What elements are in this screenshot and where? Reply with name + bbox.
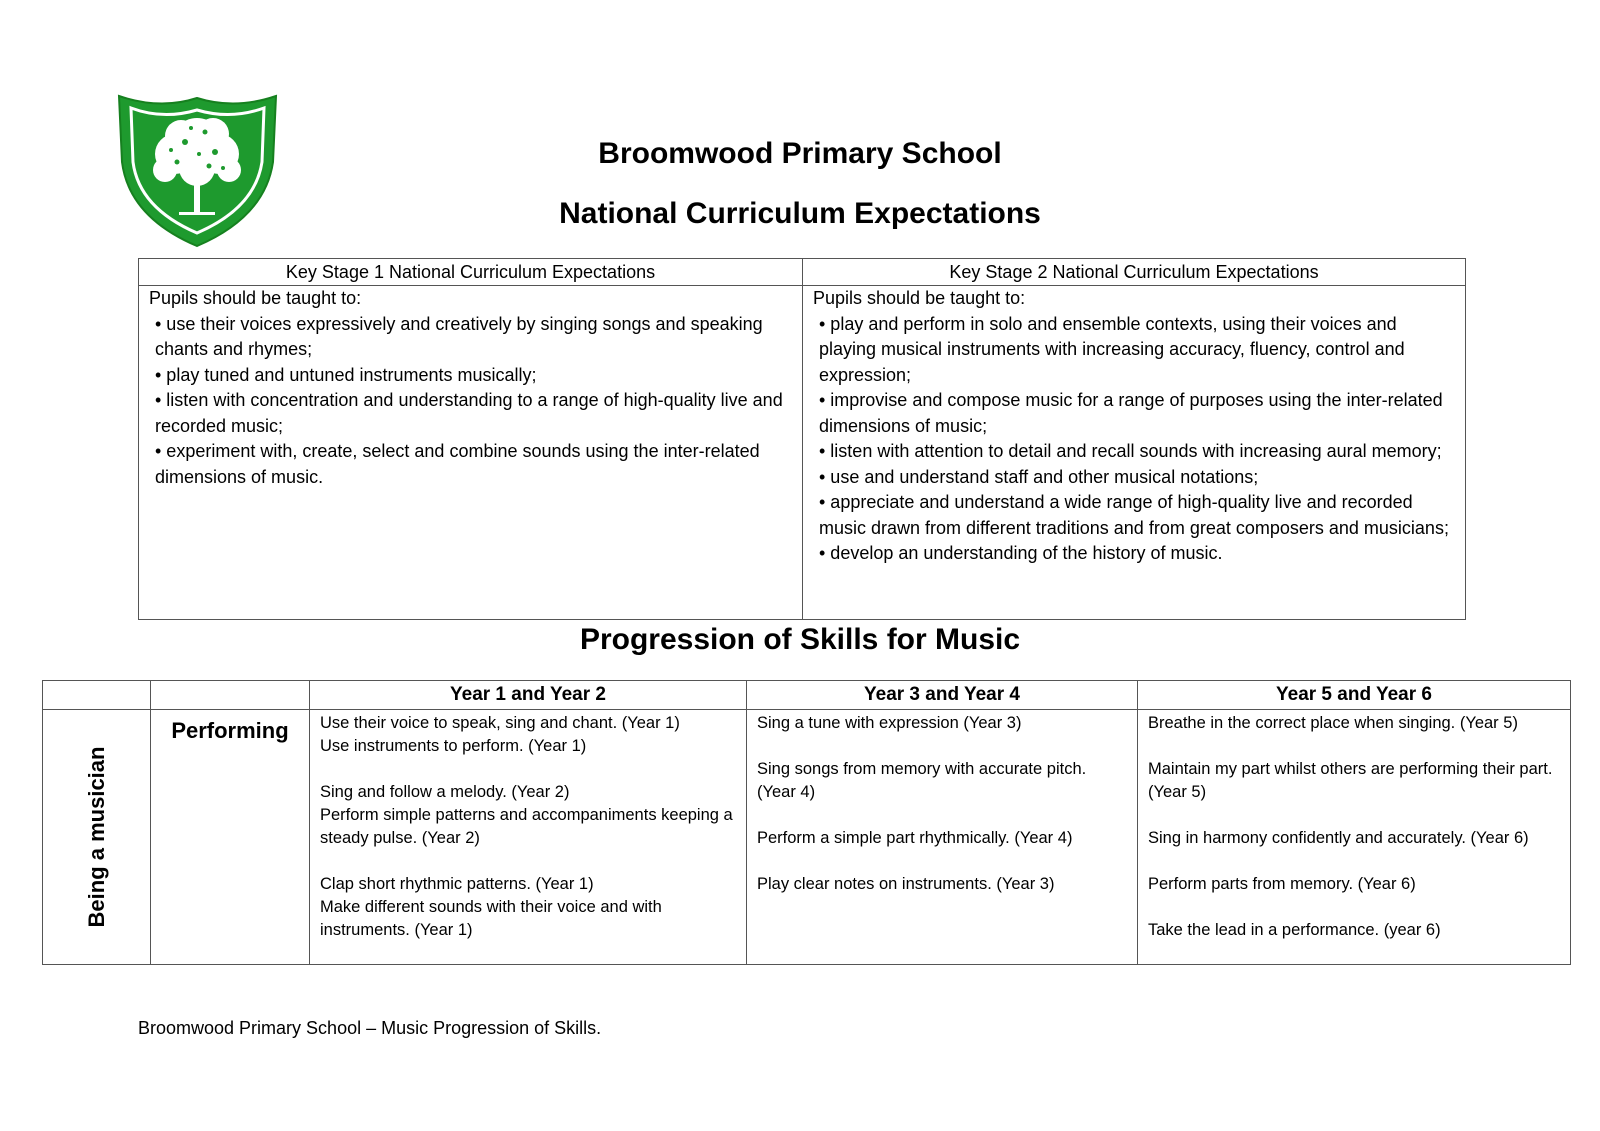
area-label: Performing [151,710,310,965]
ks1-intro: Pupils should be taught to: [149,288,362,308]
skill-item: Sing a tune with expression (Year 3) [757,714,1022,732]
ks2-intro: Pupils should be taught to: [813,288,1026,308]
empty-header-cell [151,681,310,710]
ks2-item: • improvise and compose music for a range of purposes using the inter-related dimensions of music; [819,390,1443,436]
national-curriculum-table [138,258,1466,620]
skill-item: Perform parts from memory. (Year 6) [1148,875,1416,893]
skill-item: Play clear notes on instruments. (Year 3) [757,875,1055,893]
progression-title: Progression of Skills for Music [579,623,1021,656]
column-header-year-5-6: Year 5 and Year 6 [1138,681,1571,710]
ks2-content [803,286,1466,620]
column-header-year-3-4: Year 3 and Year 4 [747,681,1138,710]
skills-progression-table [42,680,1571,965]
ks1-item: • listen with concentration and understanding to a range of high-quality live and recorded music; [155,390,783,436]
skill-item: Maintain my part whilst others are performing their part. (Year 5) [1148,760,1553,801]
ks2-heading: Key Stage 2 National Curriculum Expectations [803,259,1466,286]
year-3-4-skills [747,710,1138,965]
strand-label: Being a musician [83,746,109,928]
year-5-6-skills [1138,710,1571,965]
skill-item: Perform simple patterns and accompaniments keeping a steady pulse. (Year 2) [320,806,733,847]
ks2-item: • use and understand staff and other musical notations; [819,466,1259,487]
footer-text: Broomwood Primary School – Music Progression of Skills. [138,1018,602,1038]
ks1-item: • use their voices expressively and creatively by singing songs and speaking chants and rhymes; [155,313,763,359]
ks1-content [139,286,803,620]
ks1-heading: Key Stage 1 National Curriculum Expectations [139,259,803,286]
skill-item: Perform a simple part rhythmically. (Year 4) [757,829,1073,847]
ks2-item: • play and perform in solo and ensemble contexts, using their voices and playing musical instruments with increasing accuracy, fluency, control and expression; [819,313,1405,385]
skill-item: Make different sounds with their voice and with instruments. (Year 1) [320,898,662,939]
ks2-item: • develop an understanding of the history of music. [819,543,1223,563]
year-1-2-skills [310,710,747,965]
skill-item: Use instruments to perform. (Year 1) [320,737,587,755]
school-name: Broomwood Primary School [598,137,1002,170]
skill-item: Use their voice to speak, sing and chant. (Year 1) [320,714,680,732]
skill-item: Breathe in the correct place when singing. (Year 5) [1148,714,1518,732]
skill-item: Clap short rhythmic patterns. (Year 1) [320,875,594,893]
skill-item: Take the lead in a performance. (year 6) [1148,921,1441,939]
empty-header-cell [43,681,151,710]
ks1-item: • experiment with, create, select and combine sounds using the inter-related dimensions of music. [155,441,760,487]
page-title: National Curriculum Expectations [559,197,1041,230]
ks2-item: • listen with attention to detail and recall sounds with increasing aural memory; [819,441,1442,461]
strand-cell [43,710,151,965]
skill-item: Sing songs from memory with accurate pitch. (Year 4) [757,760,1087,801]
skill-item: Sing in harmony confidently and accurately. (Year 6) [1148,829,1529,847]
ks1-item: • play tuned and untuned instruments musically; [155,364,537,385]
column-header-year-1-2: Year 1 and Year 2 [310,681,747,710]
skill-item: Sing and follow a melody. (Year 2) [320,783,570,801]
ks2-item: • appreciate and understand a wide range of high-quality live and recorded music drawn from different traditions and from great composers and musicians; [819,492,1449,538]
